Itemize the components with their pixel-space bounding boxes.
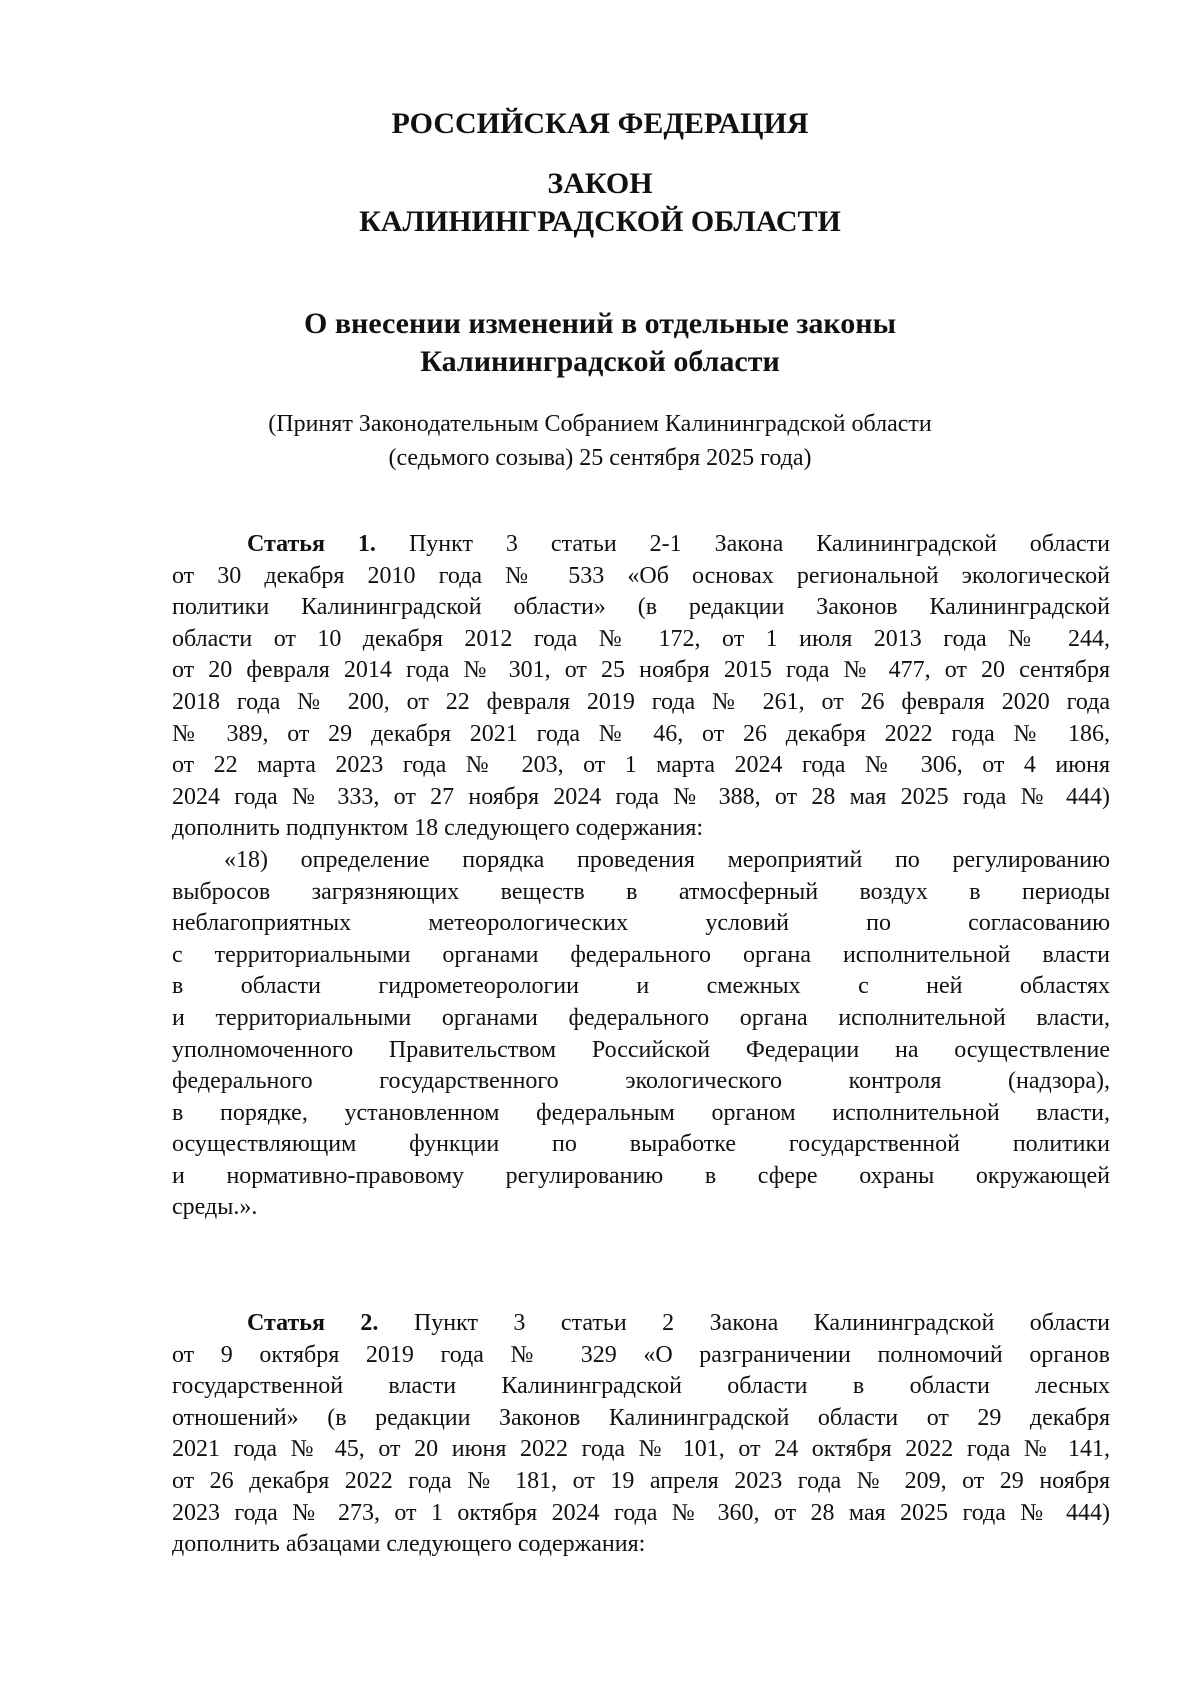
article-1-quote-line: и нормативно-правовому регулированию в сфере охраны окружающей: [172, 1162, 1110, 1189]
article-1-line: 2024 года № 333, от 27 ноября 2024 года № 388, от 28 мая 2025 года № 444): [172, 783, 1110, 810]
adoption-note-line2: (седьмого созыва) 25 сентября 2025 года): [388, 445, 812, 471]
article-1-quote-line: осуществляющим функции по выработке государственной политики: [172, 1131, 1110, 1158]
adoption-note: [0, 407, 1200, 475]
law-heading-line1: ЗАКОН: [547, 167, 653, 200]
article-2-line: Статья 2. Пункт 3 статьи 2 Закона Калининградской области: [247, 1310, 1111, 1336]
adoption-note-line1: (Принят Законодательным Собранием Калининградской области: [268, 411, 932, 437]
article-1-quote-line: «18) определение порядка проведения мероприятий по регулированию: [224, 846, 1110, 873]
article-1-line: № 389, от 29 декабря 2021 года № 46, от 26 декабря 2022 года № 186,: [172, 720, 1110, 747]
law-heading-line2: КАЛИНИНГРАДСКОЙ ОБЛАСТИ: [359, 205, 841, 238]
country-heading: РОССИЙСКАЯ ФЕДЕРАЦИЯ: [391, 107, 809, 140]
article-1-line: от 30 декабря 2010 года № 533 «Об основах региональной экологической: [172, 562, 1110, 589]
article-1-quote-line: федерального государственного экологического контроля (надзора),: [172, 1068, 1110, 1095]
article-1-quote-line: уполномоченного Правительством Российской Федерации на осуществление: [172, 1036, 1110, 1063]
article-1-line: Статья 1. Пункт 3 статьи 2-1 Закона Калининградской области: [247, 531, 1110, 557]
article-2-line: 2023 года № 273, от 1 октября 2024 года № 360, от 28 мая 2025 года № 444): [172, 1499, 1110, 1526]
article-1-quote-line: с территориальными органами федерального органа исполнительной власти: [172, 941, 1110, 968]
article-1: [172, 529, 1110, 1224]
article-1-label: Статья 1.: [247, 531, 376, 557]
article-1-line: дополнить подпунктом 18 следующего содержания:: [172, 815, 704, 842]
article-1-line: 2018 года № 200, от 22 февраля 2019 года № 261, от 26 февраля 2020 года: [172, 688, 1110, 715]
article-1-quote-line: в порядке, установленном федеральным органом исполнительной власти,: [172, 1099, 1110, 1126]
article-1-line: политики Калининградской области» (в редакции Законов Калининградской: [172, 594, 1110, 621]
article-1-quote-line: среды.».: [172, 1194, 258, 1221]
article-2: [172, 1308, 1110, 1561]
article-1-quote-line: в области гидрометеорологии и смежных с ней областях: [172, 973, 1110, 1000]
article-1-line: области от 10 декабря 2012 года № 172, от 1 июля 2013 года № 244,: [172, 625, 1110, 652]
article-2-line: дополнить абзацами следующего содержания:: [172, 1531, 646, 1558]
article-1-quote-line: выбросов загрязняющих веществ в атмосферный воздух в периоды: [172, 878, 1110, 905]
article-2-line: от 9 октября 2019 года № 329 «О разграничении полномочий органов: [172, 1341, 1110, 1368]
article-1-quote-line: неблагоприятных метеорологических условий по согласованию: [172, 910, 1110, 937]
article-2-line: от 26 декабря 2022 года № 181, от 19 апреля 2023 года № 209, от 29 ноября: [172, 1467, 1110, 1494]
article-2-line: отношений» (в редакции Законов Калининградской области от 29 декабря: [172, 1404, 1110, 1431]
article-1-line: от 22 марта 2023 года № 203, от 1 марта 2024 года № 306, от 4 июня: [172, 752, 1110, 779]
article-2-label: Статья 2.: [247, 1310, 379, 1336]
article-1-line: от 20 февраля 2014 года № 301, от 25 ноября 2015 года № 477, от 20 сентября: [172, 657, 1110, 684]
article-2-line: 2021 года № 45, от 20 июня 2022 года № 101, от 24 октября 2022 года № 141,: [172, 1436, 1110, 1463]
article-2-line: государственной власти Калининградской области в области лесных: [172, 1373, 1110, 1400]
law-title-line2: Калининградской области: [420, 345, 780, 378]
law-title-line1: О внесении изменений в отдельные законы: [304, 307, 896, 340]
article-1-quote-line: и территориальными органами федерального органа исполнительной власти,: [172, 1004, 1110, 1031]
